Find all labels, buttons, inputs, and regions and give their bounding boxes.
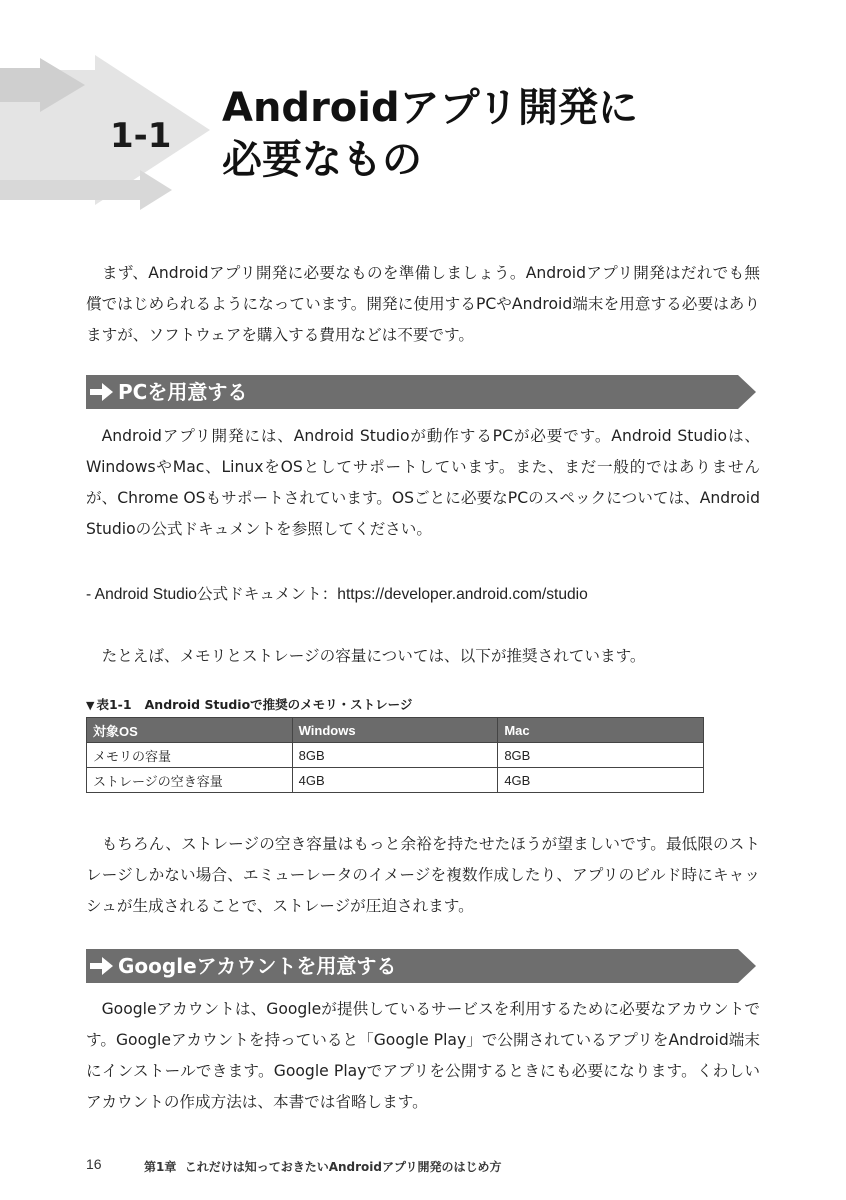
table-cell: 4GB	[292, 768, 498, 793]
arrow-right-icon	[90, 956, 114, 976]
title-line-2: 必要なもの	[222, 137, 422, 183]
pc-text: Androidアプリ開発には、Android Studioが動作するPCが必要です。Android Studioは、WindowsやMac、LinuxをOSとしてサポートしています。また、まだ一般的ではありませんが、Chrome OSもサポートされています。OSごとに必要なPCのスペックについては、Android Studioの公式ドキュメントを参照してください。	[86, 427, 760, 538]
section-heading-pc-label: PCを用意する	[118, 380, 248, 404]
table-caption-text: Android Studioで推奨のメモリ・ストレージ	[144, 697, 413, 712]
table-cell: 4GB	[498, 768, 704, 793]
table-cell: 8GB	[292, 743, 498, 768]
table-caption	[86, 695, 412, 713]
table-caption-label: 表1-1	[96, 697, 132, 712]
table-intro-text: たとえば、メモリとストレージの容量については、以下が推奨されています。	[101, 647, 646, 665]
footer-chapter	[144, 1158, 502, 1175]
table-header-cell: Windows	[292, 718, 498, 743]
table-row	[87, 743, 704, 768]
after-table-paragraph	[86, 829, 760, 922]
table-row	[87, 768, 704, 793]
table-cell: 8GB	[498, 743, 704, 768]
page-number: 16	[86, 1156, 102, 1172]
triangle-down-icon: ▼	[86, 699, 95, 712]
footer-chapter-title: これだけは知っておきたいAndroidアプリ開発のはじめ方	[184, 1160, 502, 1174]
table-header-cell: Mac	[498, 718, 704, 743]
table-cell: メモリの容量	[87, 743, 293, 768]
section-heading-pc	[86, 375, 756, 409]
arrow-right-icon	[90, 382, 114, 402]
spec-table	[86, 717, 704, 793]
intro-paragraph	[86, 258, 760, 351]
table-intro-paragraph	[86, 641, 760, 672]
intro-text: まず、Androidアプリ開発に必要なものを準備しましょう。Androidアプリ開発はだれでも無償ではじめられるようになっています。開発に使用するPCやAndroid端末を用意する必要はありますが、ソフトウェアを購入する費用などは不要です。	[86, 264, 760, 344]
after-table-text: もちろん、ストレージの空き容量はもっと余裕を持たせたほうが望ましいです。最低限のストレージしかない場合、エミューレータのイメージを複数作成したり、アプリのビルド時にキャッシュが生成されることで、ストレージが圧迫されます。	[86, 835, 760, 915]
table-header-row	[87, 718, 704, 743]
docs-link-line: - Android Studio公式ドキュメント：https://developer.android.com/studio	[86, 586, 588, 603]
table-cell: ストレージの空き容量	[87, 768, 293, 793]
table-header-cell: 対象OS	[87, 718, 293, 743]
page-title	[222, 82, 638, 186]
footer-chapter-label: 第1章	[144, 1160, 177, 1174]
pc-paragraph	[86, 421, 760, 545]
google-paragraph	[86, 994, 760, 1118]
section-heading-google-label: Googleアカウントを用意する	[118, 954, 397, 978]
section-number: 1-1	[110, 116, 172, 156]
section-heading-google	[86, 949, 756, 983]
title-line-1: Androidアプリ開発に	[222, 85, 639, 131]
google-text: Googleアカウントは、Googleが提供しているサービスを利用するために必要なアカウントです。Googleアカウントを持っていると「Google Play」で公開されているアプリをAndroid端末にインストールできます。Google Playでアプリを公開するときにも必要になります。くわしいアカウントの作成方法は、本書では省略します。	[86, 1000, 760, 1111]
